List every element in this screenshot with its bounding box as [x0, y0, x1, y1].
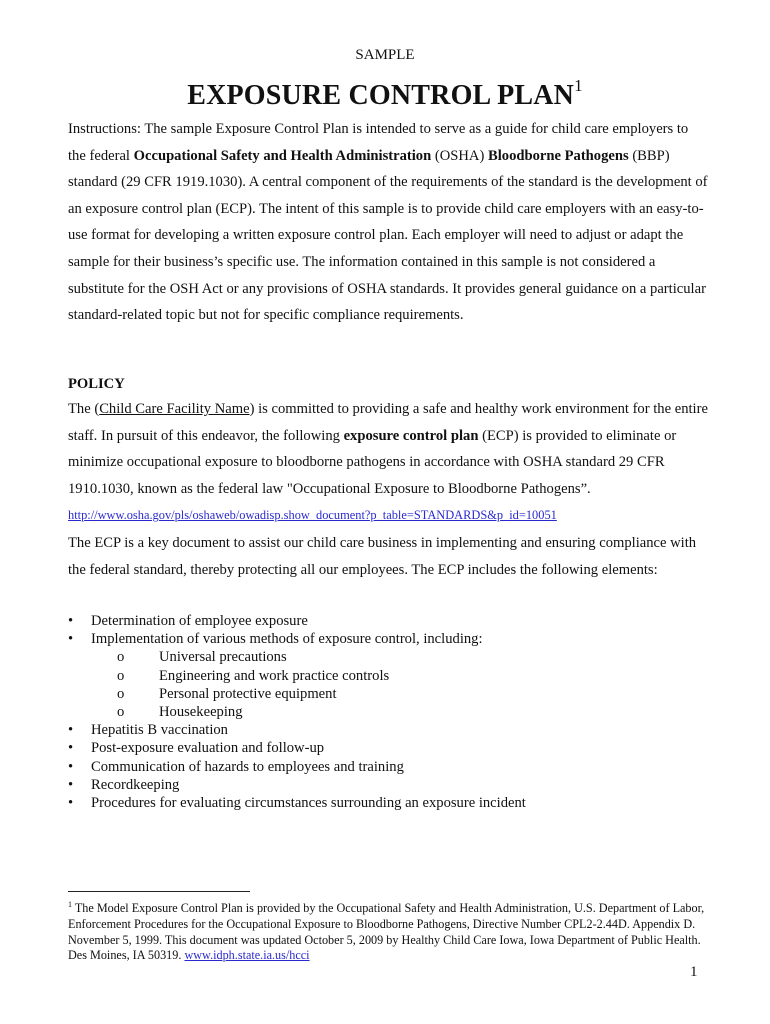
sub-bullet-glyph: o	[117, 667, 125, 684]
instructions-paragraph	[68, 116, 708, 329]
ecp-intro-paragraph: The ECP is a key document to assist our child care business in implementing and ensuring compliance with the federal standard, thereby protecting all our employees. The ECP includes the following elements:	[68, 535, 697, 578]
instructions-bbp-name: Bloodborne Pathogens	[487, 147, 629, 164]
footnote	[68, 897, 708, 964]
idph-link[interactable]: www.idph.state.ia.us/hcci	[184, 948, 310, 963]
footnote-divider	[68, 891, 250, 892]
list-item-text: Determination of employee exposure	[91, 613, 308, 629]
footnote-text: The Model Exposure Control Plan is provided by the Occupational Safety and Health Administration, U.S. Department of Labor, Enforcement Procedures for the Occupational Exposure to Bloodborne Pathogens, Directive Number CPL2-2.44D. Appendix D. November 5, 1999. This document was updated October 5, 2009 by Healthy Child Care Iowa, Iowa Department of Public Health. Des Moines, IA 50319.	[68, 901, 705, 963]
sub-list-item	[91, 648, 718, 666]
ecp-elements-list	[68, 612, 718, 812]
page-number: 1	[690, 964, 698, 980]
list-item-text: Hepatitis B vaccination	[91, 722, 228, 739]
list-item-text: Procedures for evaluating circumstances surrounding an exposure incident	[91, 795, 526, 812]
list-item	[68, 721, 718, 739]
bullet-glyph: •	[68, 758, 74, 775]
sub-list-item	[91, 685, 718, 703]
bullet-glyph: •	[68, 613, 74, 629]
bullet-glyph: •	[68, 776, 74, 793]
list-item	[68, 776, 718, 794]
bullet-glyph: •	[68, 722, 74, 739]
list-item-text: Implementation of various methods of exposure control, including:	[91, 631, 483, 648]
sub-list-item	[91, 703, 718, 721]
list-item	[68, 739, 718, 757]
osha-standard-link[interactable]: http://www.osha.gov/pls/oshaweb/owadisp.show_document?p_table=STANDARDS&p_id=10051	[68, 508, 557, 523]
title-footnote-mark[interactable]: 1	[574, 76, 583, 95]
instructions-text-1: Instructions: The sample Exposure Control Plan is intended to serve as a guide for child care employers to the federal	[68, 121, 689, 164]
policy-heading: POLICY	[68, 376, 125, 392]
list-item-text: Post-exposure evaluation and follow-up	[91, 740, 325, 757]
policy-text-1: The (	[68, 401, 100, 417]
sub-list-item-text: Personal protective equipment	[159, 685, 337, 702]
policy-ecp-term: exposure control plan	[343, 427, 479, 444]
sample-label: SAMPLE	[355, 47, 415, 63]
title-text: EXPOSURE CONTROL PLAN	[187, 80, 575, 111]
sub-list-item	[91, 667, 718, 685]
sub-bullet-glyph: o	[117, 685, 125, 702]
instructions-text-3: (BBP) standard (29 CFR 1919.1030). A central component of the requirements of the standard is the development of an exposure control plan (ECP). The intent of this sample is to provide child care employers with an easy-to-use format for developing a written exposure control plan. Each employer will need to adjust or adapt the sample for their business’s specific use. The information contained in this sample is not considered a substitute for the OSH Act or any provisions of OSHA standards. It provides general guidance on a particular standard-related topic but not for specific compliance requirements.	[68, 147, 708, 324]
sub-list-item-text: Engineering and work practice controls	[159, 667, 390, 684]
sub-bullet-glyph: o	[117, 704, 125, 721]
facility-name-placeholder: Child Care Facility Name	[99, 401, 250, 417]
footnote-mark: 1	[68, 900, 72, 909]
bullet-glyph: •	[68, 740, 74, 757]
list-item-text: Communication of hazards to employees and training	[91, 758, 404, 775]
sub-list-item-text: Universal precautions	[159, 649, 287, 666]
sub-list-item-text: Housekeeping	[159, 704, 243, 721]
policy-text-2: ) is committed to providing a safe and healthy work environment for the entire staff. In pursuit of this endeavor, the following	[68, 401, 708, 444]
policy-paragraph	[68, 396, 708, 529]
instructions-osha-name: Occupational Safety and Health Administration	[133, 147, 432, 164]
sub-bullet-glyph: o	[117, 649, 125, 666]
policy-text-3: (ECP) is provided to eliminate or minimize occupational exposure to bloodborne pathogens in accordance with OSHA standard 29 CFR 1910.1030, known as the federal law "Occupational Exposure to Bloodborne Pathogens”.	[68, 427, 677, 497]
document-title	[0, 76, 770, 112]
list-item	[68, 612, 718, 630]
bullet-glyph: •	[68, 631, 74, 648]
exposure-control-methods-list	[91, 648, 718, 721]
instructions-text-2: (OSHA)	[431, 147, 488, 164]
list-item	[68, 794, 718, 812]
list-item	[68, 630, 718, 721]
list-item-text: Recordkeeping	[91, 776, 180, 793]
list-item	[68, 758, 718, 776]
bullet-glyph: •	[68, 795, 74, 812]
